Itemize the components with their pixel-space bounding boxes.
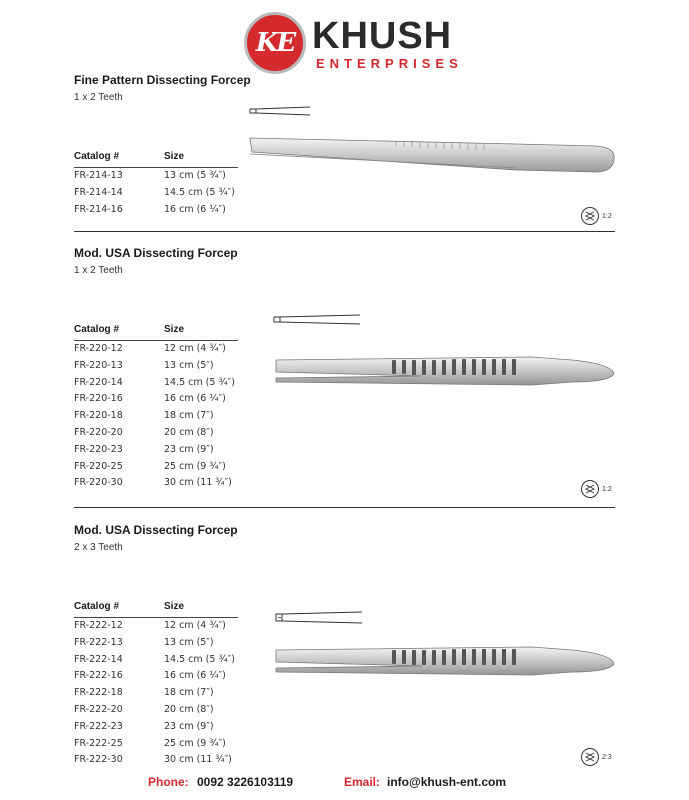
size-value: 14.5 cm (5 ¾″): [164, 186, 235, 198]
brand-subtitle: ENTERPRISES: [316, 56, 463, 71]
table-row: [74, 202, 238, 219]
phone-label: Phone:: [148, 775, 189, 789]
catalog-number: FR-220-14: [74, 376, 123, 388]
table-row: [74, 459, 238, 476]
contact-footer: [0, 775, 689, 791]
size-value: 12 cm (4 ¾″): [164, 620, 226, 631]
catalog-table: [74, 601, 238, 769]
catalog-number: FR-222-13: [74, 636, 123, 648]
scale-indicator: [580, 206, 612, 226]
table-row: [74, 341, 238, 358]
size-value: 14.5 cm (5 ¾″): [164, 653, 235, 665]
catalog-number: FR-222-25: [74, 737, 123, 749]
size-value: 30 cm (11 ¾″): [164, 477, 232, 489]
catalog-number: FR-222-30: [74, 754, 123, 766]
header-catalog: Catalog #: [74, 151, 120, 162]
table-row: [74, 408, 238, 425]
logo-emblem: [244, 12, 306, 74]
size-value: 13 cm (5″): [164, 359, 214, 371]
size-value: 18 cm (7″): [164, 410, 214, 422]
section-subtitle: 1 x 2 Teeth: [74, 265, 123, 276]
catalog-number: FR-220-20: [74, 426, 123, 438]
section-subtitle: 2 x 3 Teeth: [74, 542, 123, 553]
catalog-number: FR-220-12: [74, 343, 123, 354]
catalog-number: FR-222-23: [74, 720, 123, 732]
catalog-table: [74, 324, 238, 492]
size-value: 18 cm (7″): [164, 687, 214, 699]
table-row: [74, 736, 238, 753]
section-divider: [74, 231, 615, 232]
table-row: [74, 752, 238, 769]
size-value: 16 cm (6 ¼″): [164, 203, 226, 215]
scale-label: 2:3: [602, 753, 612, 761]
brand-logo: [240, 10, 463, 80]
section-title: Mod. USA Dissecting Forcep: [74, 523, 238, 537]
header-size: Size: [164, 601, 185, 612]
table-row: [74, 618, 238, 635]
table-row: [74, 652, 238, 669]
table-row: [74, 475, 238, 492]
catalog-number: FR-220-25: [74, 460, 123, 472]
table-row: [74, 685, 238, 702]
table-row: [74, 425, 238, 442]
table-row: [74, 168, 238, 185]
catalog-number: FR-220-16: [74, 393, 123, 405]
catalog-number: FR-220-30: [74, 477, 123, 489]
table-row: [74, 702, 238, 719]
forcep-illustration: [272, 352, 620, 390]
catalog-number: FR-222-14: [74, 653, 123, 665]
catalog-number: FR-220-18: [74, 410, 123, 422]
section-title: Mod. USA Dissecting Forcep: [74, 246, 238, 260]
section-subtitle: 1 x 2 Teeth: [74, 92, 123, 103]
forcep-tip-icon: [274, 610, 366, 626]
table-row: [74, 635, 238, 652]
email-address: info@khush-ent.com: [387, 775, 507, 789]
catalog-number: FR-222-18: [74, 687, 123, 699]
forcep-illustration: [246, 132, 618, 178]
section-divider: [74, 507, 615, 508]
header-size: Size: [164, 151, 185, 162]
size-value: 23 cm (9″): [164, 443, 214, 455]
table-row: [74, 442, 238, 459]
scale-label: 1:2: [602, 485, 612, 493]
size-value: 16 cm (6 ¼″): [164, 393, 226, 405]
catalog-number: FR-214-13: [74, 170, 123, 181]
table-row: [74, 391, 238, 408]
size-value: 13 cm (5 ¾″): [164, 170, 226, 181]
table-row: [74, 375, 238, 392]
size-value: 25 cm (9 ¾″): [164, 460, 226, 472]
phone-number: 0092 3226103119: [197, 775, 294, 789]
size-value: 12 cm (4 ¾″): [164, 343, 226, 354]
email-label: Email:: [344, 775, 381, 789]
header-catalog: Catalog #: [74, 324, 120, 335]
scale-icon: [580, 747, 600, 767]
table-row: [74, 358, 238, 375]
catalog-table: [74, 151, 238, 218]
table-header: [74, 601, 238, 618]
logo-monogram: KE: [255, 28, 295, 58]
size-value: 20 cm (8″): [164, 426, 214, 438]
catalog-number: FR-220-13: [74, 359, 123, 371]
size-value: 25 cm (9 ¾″): [164, 737, 226, 749]
size-value: 14.5 cm (5 ¾″): [164, 376, 235, 388]
table-header: [74, 324, 238, 341]
forcep-tip-icon: [248, 104, 314, 118]
size-value: 30 cm (11 ¾″): [164, 754, 232, 766]
scale-icon: [580, 206, 600, 226]
brand-name: KHUSH: [312, 15, 453, 57]
size-value: 20 cm (8″): [164, 703, 214, 715]
scale-icon: [580, 479, 600, 499]
catalog-number: FR-222-16: [74, 670, 123, 682]
catalog-number: FR-222-12: [74, 620, 123, 631]
size-value: 23 cm (9″): [164, 720, 214, 732]
scale-indicator: [580, 479, 612, 499]
catalog-number: FR-220-23: [74, 443, 123, 455]
scale-label: 1:2: [602, 212, 612, 220]
size-value: 13 cm (5″): [164, 636, 214, 648]
catalog-number: FR-214-14: [74, 186, 123, 198]
size-value: 16 cm (6 ¼″): [164, 670, 226, 682]
table-row: [74, 185, 238, 202]
header-size: Size: [164, 324, 185, 335]
table-row: [74, 719, 238, 736]
table-header: [74, 151, 238, 168]
table-row: [74, 668, 238, 685]
catalog-number: FR-222-20: [74, 703, 123, 715]
forcep-tip-icon: [272, 313, 364, 327]
scale-indicator: [580, 747, 612, 767]
forcep-illustration: [272, 642, 620, 680]
header-catalog: Catalog #: [74, 601, 120, 612]
section-title: Fine Pattern Dissecting Forcep: [74, 73, 251, 87]
catalog-number: FR-214-16: [74, 203, 123, 215]
